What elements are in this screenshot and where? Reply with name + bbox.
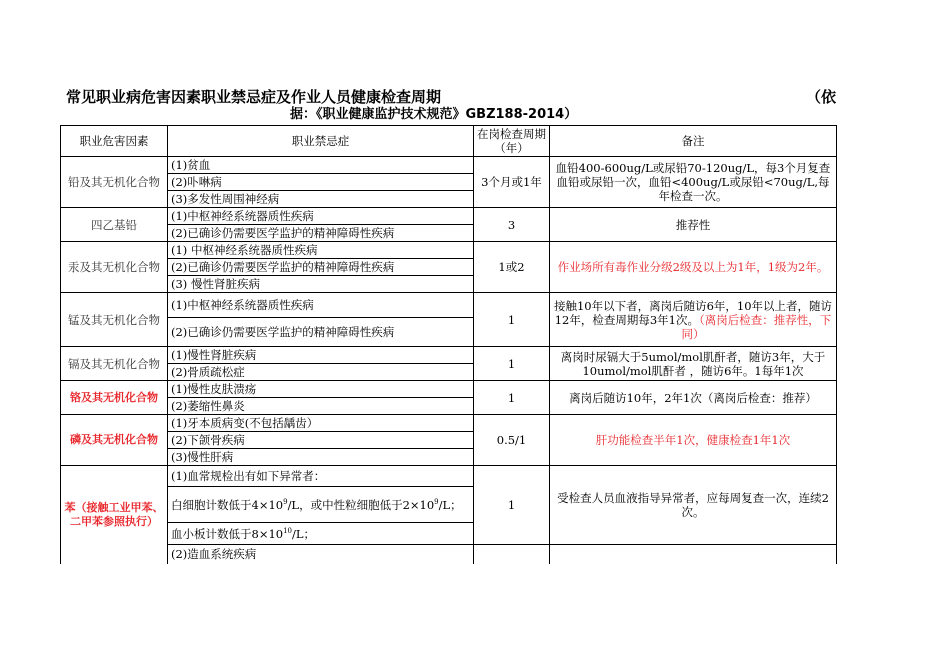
factor-cell: 汞及其无机化合物 (61, 242, 168, 293)
note-cell (550, 293, 837, 347)
contra-cell: 白细胞计数低于$4\times 10^9/L$，或中性粒细胞低于$2\times 10^9/L$； (168, 487, 474, 523)
contra-cell: (1)贫血 (168, 157, 474, 174)
header-note: 备注 (550, 126, 837, 157)
contra-cell: (1)牙本质病变(不包括龋齿） (168, 415, 474, 432)
contra-cell: (2)卟啉病 (168, 174, 474, 191)
contra-cell: (2)已确诊仍需要医学监护的精神障碍性疾病 (168, 259, 474, 276)
contra-cell: (2)骨质疏松症 (168, 364, 474, 381)
table-row (61, 415, 837, 432)
cycle-cell: 1 (474, 293, 550, 347)
cycle-cell: 1或2 (474, 242, 550, 293)
factor-cell: 铬及其无机化合物 (61, 381, 168, 415)
cycle-cell: 1 (474, 466, 550, 545)
contra-cell: (2)已确诊仍需要医学监护的精神障碍性疾病 (168, 225, 474, 242)
contra-cell: (1)中枢神经系统器质性疾病 (168, 208, 474, 225)
contra-cell: (3)多发性周围神经病 (168, 191, 474, 208)
note-cell: 推荐性 (550, 208, 837, 242)
factor-cell: 四乙基铅 (61, 208, 168, 242)
page-subtitle: 据：《职业健康监护技术规范》GBZ188-2014） (290, 107, 578, 122)
table-row (61, 347, 837, 364)
contra-cell: (2)下颌骨疾病 (168, 432, 474, 449)
note-text-highlight: （离岗后检查：推荐性，下同） (681, 312, 832, 341)
table-row (61, 242, 837, 259)
table-row (61, 157, 837, 174)
factor-cell: 铅及其无机化合物 (61, 157, 168, 208)
contra-cell: (1)血常规检出有如下异常者： (168, 466, 474, 487)
factor-cell: 镉及其无机化合物 (61, 347, 168, 381)
note-cell: 肝功能检查半年1次，健康检查1年1次 (550, 415, 837, 466)
contra-cell: (2)造血系统疾病 (168, 545, 474, 564)
contra-cell: 血小板计数低于$8\times 10^{10}/L$； (168, 523, 474, 545)
note-cell: 受检查人员血液指导异常者，应每周复查一次，连续2次。 (550, 466, 837, 545)
table-row (61, 466, 837, 487)
contra-cell: (3)慢性肝病 (168, 449, 474, 466)
note-text: 接触10年以下者，离岗后随访6年，10年以上者，随访12年，检查周期每3年1次。 (553, 298, 833, 327)
cycle-cell: 3个月或1年 (474, 157, 550, 208)
cycle-cell: 3 (474, 208, 550, 242)
contra-cell: (3) 慢性肾脏疾病 (168, 276, 474, 293)
contra-cell: (2)已确诊仍需要医学监护的精神障碍性疾病 (168, 318, 474, 347)
note-cell: 作业场所有毒作业分级2级及以上为1年，1级为2年。 (550, 242, 837, 293)
contra-cell: (1)慢性肾脏疾病 (168, 347, 474, 364)
contra-cell: (1) 中枢神经系统器质性疾病 (168, 242, 474, 259)
cycle-cell: 1 (474, 381, 550, 415)
table-row (61, 381, 837, 398)
header-cycle: 在岗检查周期（年） (474, 126, 550, 157)
page-title: 常见职业病危害因素职业禁忌症及作业人员健康检查周期 (66, 88, 442, 106)
factor-cell: 苯（接触工业甲苯、二甲苯参照执行） (61, 466, 168, 564)
contra-cell: (1)中枢神经系统器质性疾病 (168, 293, 474, 318)
note-cell: 离岗时尿镉大于5umol/mol肌酐者，随访3年，大于10umol/mol肌酐者 ，随访6年。1每年1次 (550, 347, 837, 381)
cycle-cell-empty (474, 545, 550, 564)
factor-cell: 锰及其无机化合物 (61, 293, 168, 347)
note-cell-empty (550, 545, 837, 564)
header-contraindication: 职业禁忌症 (168, 126, 474, 157)
note-cell: 离岗后随访10年，2年1次（离岗后检查：推荐） (550, 381, 837, 415)
table-header-row (61, 126, 837, 157)
page-title-suffix: （依 (806, 88, 837, 106)
health-check-table (60, 125, 837, 564)
header-factor: 职业危害因素 (61, 126, 168, 157)
cycle-cell: 1 (474, 347, 550, 381)
factor-cell: 磷及其无机化合物 (61, 415, 168, 466)
table-row (61, 293, 837, 318)
table-row (61, 208, 837, 225)
table-row (61, 545, 837, 564)
contra-cell: (1)慢性皮肤溃疡 (168, 381, 474, 398)
cycle-cell: 0.5/1 (474, 415, 550, 466)
contra-cell: (2)萎缩性鼻炎 (168, 398, 474, 415)
note-cell: 血铅400-600ug/L或尿铅70-120ug/L，每3个月复查血铅或尿铅一次，血铅<400ug/L或尿铅<70ug/L,每年检查一次。 (550, 157, 837, 208)
